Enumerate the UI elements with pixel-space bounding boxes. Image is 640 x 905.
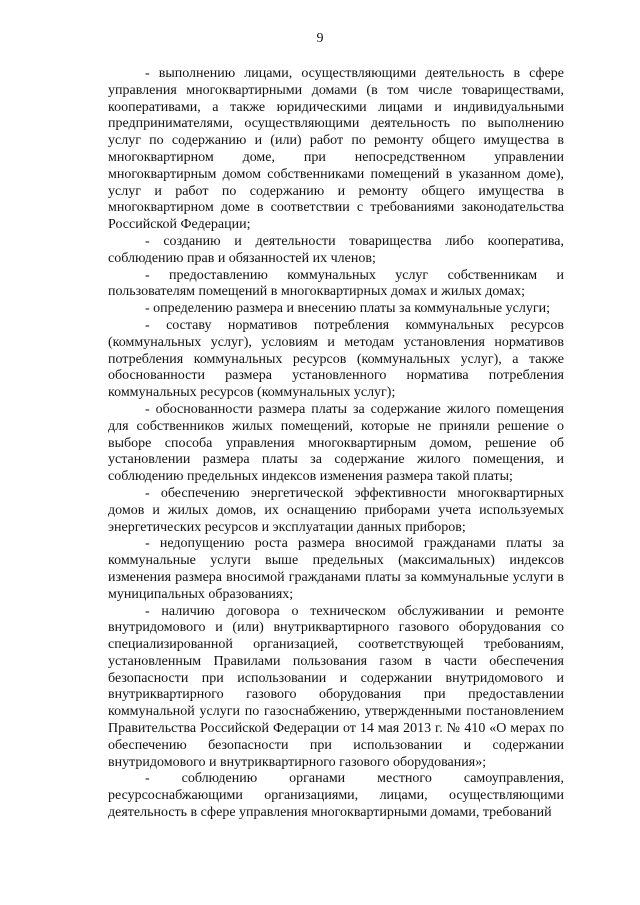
paragraph-utility-payment: - определению размера и внесению платы за коммунальные услуги; bbox=[145, 301, 550, 317]
paragraph-housing-fee: - обоснованности размера платы за содержание жилого помещения для собственников жилых помещений, которые не приняли решение о выборе способа управления многоквартирным домом, решение об установлении размера платы за содержание жилого помещения, и соблюдению предельных индексов изменения размера такой платы; bbox=[108, 401, 564, 485]
paragraph-local-government-compliance: - соблюдению органами местного самоуправления, ресурсоснабжающими организациями, лицами, осуществляющими деятельность в сфере управления многоквартирными домами, требований bbox=[108, 771, 564, 821]
paragraph-consumption-norms: - составу нормативов потребления коммунальных ресурсов (коммунальных услуг), условиям и методам установления нормативов потребления коммунальных ресурсов (коммунальных услуг), а также обоснованности размера установленного норматива потребления коммунальных ресурсов (коммунальных услуг); bbox=[108, 317, 564, 401]
paragraph-management-services: - выполнению лицами, осуществляющими деятельность в сфере управления многоквартирными домами (в том числе товариществами, кооперативами, а также юридическими лицами и индивидуальными предпринимателями, осуществляющими деятельность по выполнению услуг по содержанию и (или) работ по ремонту общего имущества в многоквартирном доме, при непосредственном управлении многоквартирным домом собственниками помещений в указанном доме), услуг и работ по содержанию и ремонту общего имущества в многоквартирном доме в соответствии с требованиями законодательства Российской Федерации; bbox=[108, 66, 564, 233]
paragraph-fee-growth-limits: - недопущению роста размера вносимой гражданами платы за коммунальные услуги выше предельных (максимальных) индексов изменения размера вносимой гражданами платы за коммунальные услуги в муниципальных образованиях; bbox=[108, 536, 564, 602]
paragraph-utility-provision: - предоставлению коммунальных услуг собственникам и пользователям помещений в многоквартирных домах и жилых домах; bbox=[108, 267, 564, 300]
paragraph-partnership-creation: - созданию и деятельности товарищества либо кооператива, соблюдению прав и обязанностей их членов; bbox=[108, 233, 564, 266]
paragraph-gas-equipment-contract: - наличию договора о техническом обслуживании и ремонте внутридомового и (или) внутриквартирного газового оборудования со специализированной организацией, соответствующей требованиям, установленным Правилами пользования газом в части обеспечения безопасности при использовании и содержании внутридомового и внутриквартирного газового оборудования при предоставлении коммунальной услуги по газоснабжению, утвержденными постановлением Правительства Российской Федерации от 14 мая 2013 г. № 410 «О мерах по обеспечению безопасности при использовании и содержании внутридомового и внутриквартирного газового оборудования»; bbox=[108, 603, 564, 770]
page-number: 9 bbox=[316, 31, 324, 46]
document-body bbox=[108, 66, 564, 822]
paragraph-energy-efficiency: - обеспечению энергетической эффективности многоквартирных домов и жилых домов, их оснащению приборами учета используемых энергетических ресурсов и эксплуатации данных приборов; bbox=[108, 485, 564, 535]
